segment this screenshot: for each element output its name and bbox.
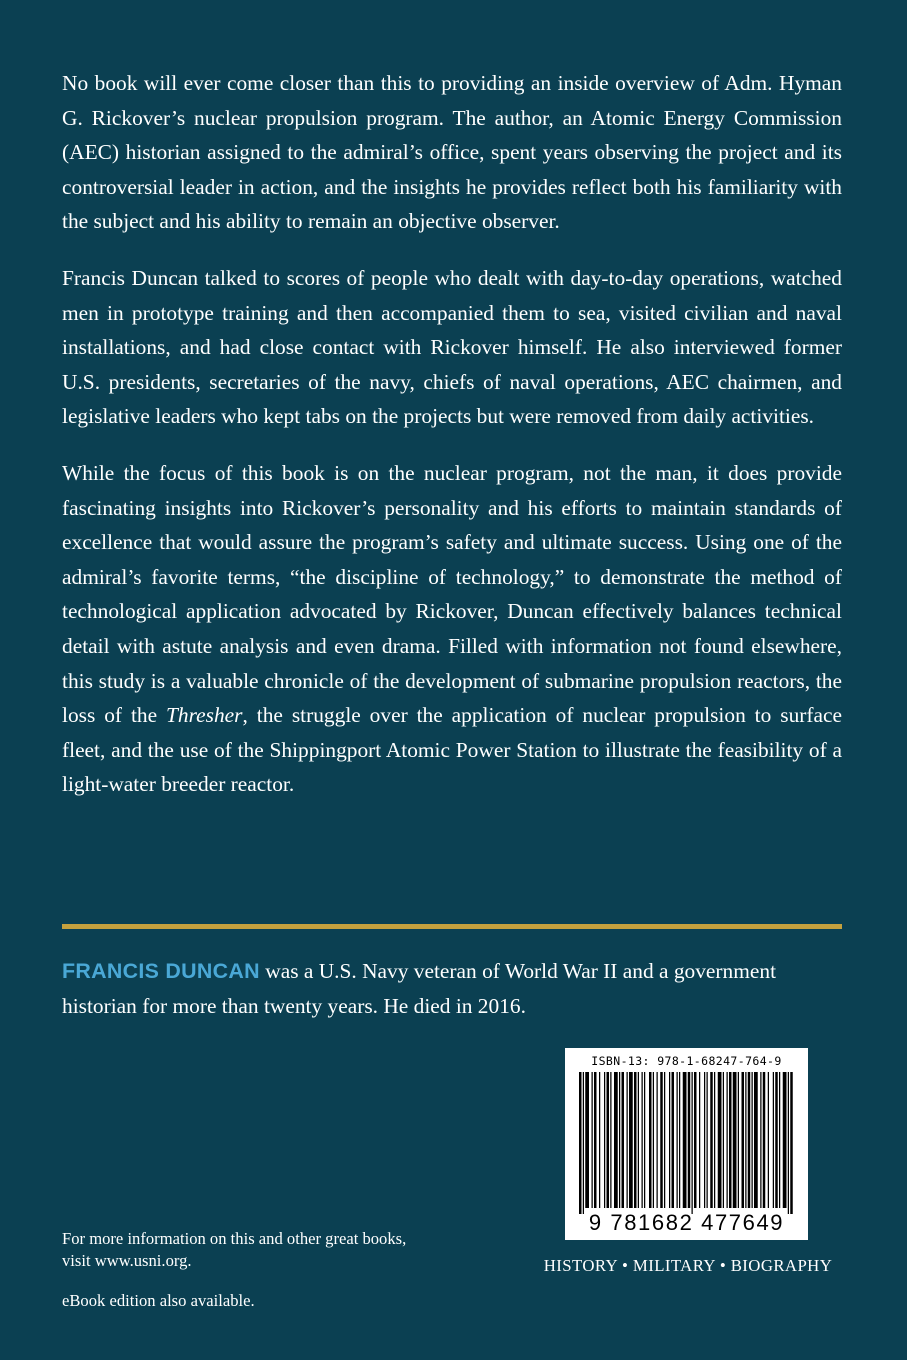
- barcode-bar: [694, 1072, 697, 1208]
- barcode-bar: [714, 1072, 715, 1208]
- barcode-bar: [642, 1072, 643, 1208]
- barcode-bar: [649, 1072, 652, 1208]
- description-paragraph-2: Francis Duncan talked to scores of people who dealt with day-to-day operations, watched men in prototype training and then accompanied them to sea, visited civilian and naval installations, and had close contact with Rickover himself. He also interviewed former U.S. presidents, secretaries of the navy, chiefs of naval operations, AEC chairmen, and legislative leaders who kept tabs on the projects but were removed from daily activities.: [62, 265, 842, 429]
- barcode-bar: [622, 1072, 625, 1208]
- barcode-bar: [707, 1072, 708, 1208]
- barcode-bar: [745, 1072, 746, 1208]
- barcode-bar: [672, 1072, 675, 1208]
- barcode-bar: [733, 1072, 737, 1208]
- description-paragraph-3: [62, 456, 842, 802]
- more-info-text: For more information on this and other great books, visit www.usni.org.: [62, 1229, 407, 1270]
- barcode-bar: [738, 1072, 739, 1208]
- barcode-bar: [788, 1072, 789, 1214]
- barcode-bar: [592, 1072, 593, 1208]
- barcode-bar: [683, 1072, 687, 1208]
- barcode-bar: [629, 1072, 633, 1208]
- barcode-bar: [669, 1072, 670, 1208]
- barcode-bar: [657, 1072, 658, 1208]
- category-tags: HISTORY • MILITARY • BIOGRAPHY: [543, 1256, 833, 1275]
- barcode-bar: [607, 1072, 610, 1208]
- barcode-bar: [627, 1072, 628, 1208]
- author-bio-text: was a U.S. Navy veteran of World War II and a government historian for more than twenty years. He died in 2016.: [62, 959, 777, 1018]
- barcode-bar: [594, 1072, 597, 1208]
- thresher-title: Thresher: [166, 703, 243, 728]
- barcode-bar: [599, 1072, 600, 1208]
- paragraph-3-text-before: While the focus of this book is on the nuclear program, not the man, it does provide fascinating insights into Rickover’s personality and his efforts to maintain standards of excellence that would assure the program’s safety and ultimate success. Using one of the admiral’s favorite terms, “the discipline of technology,” to demonstrate the method of technological application advocated by Rickover, Duncan effectively balances technical detail with astute analysis and even drama. Filled with information not found elsewhere, this study is a valuable chronicle of the development of submarine propulsion reactors, the loss of the: [62, 460, 842, 728]
- barcode-bar: [718, 1072, 722, 1208]
- barcode-bar: [754, 1072, 758, 1208]
- barcode-bar: [710, 1072, 713, 1208]
- barcode-bar: [723, 1072, 724, 1208]
- barcode-bar: [653, 1072, 654, 1208]
- barcode-bar: [752, 1072, 753, 1208]
- ean-digits: 9 781682 477649: [588, 1210, 785, 1235]
- barcode-bar: [729, 1072, 732, 1208]
- barcode-bar: [610, 1072, 611, 1208]
- barcode-bar: [773, 1072, 774, 1208]
- barcode-bar: [604, 1072, 605, 1208]
- barcode-bar: [704, 1072, 705, 1208]
- barcode-bar: [677, 1072, 678, 1208]
- barcode-bar: [585, 1072, 589, 1208]
- description-paragraph-1: No book will ever come closer than this to providing an inside overview of Adm. Hyman G. Rickover’s nuclear propulsion program. The author, an Atomic Energy Commission (AEC) historian assigned to the admiral’s office, spent years observing the project and its controversial leader in action, and the insights he provides reflect both his familiarity with the subject and his ability to remain an objective observer.: [62, 71, 842, 234]
- barcode-bar: [742, 1072, 745, 1208]
- ebook-note: eBook edition also available.: [62, 1291, 255, 1310]
- barcode-bar: [634, 1072, 637, 1208]
- barcode-bar: [783, 1072, 787, 1208]
- gold-divider: [62, 924, 842, 929]
- barcode-bar: [727, 1072, 728, 1208]
- author-bio: [62, 954, 852, 1023]
- barcode-bar: [763, 1072, 766, 1208]
- barcode-bar: [619, 1072, 620, 1208]
- barcode-bar: [579, 1072, 582, 1214]
- barcode-bar: [664, 1072, 665, 1208]
- barcode-bar: [699, 1072, 700, 1208]
- barcode-bar: [779, 1072, 780, 1208]
- isbn-barcode: [565, 1048, 808, 1240]
- barcode-bar: [644, 1072, 645, 1208]
- barcode-bar: [790, 1072, 793, 1214]
- isbn-label: ISBN-13: 978-1-68247-764-9: [591, 1054, 782, 1068]
- barcode-bar: [748, 1072, 751, 1208]
- barcode-bar: [692, 1072, 693, 1214]
- author-name: FRANCIS DUNCAN: [62, 959, 260, 983]
- barcode-bar: [638, 1072, 639, 1208]
- barcode-bar: [688, 1072, 691, 1208]
- barcode-bar: [660, 1072, 663, 1208]
- barcode-bar: [760, 1072, 761, 1208]
- barcode-bar: [679, 1072, 680, 1208]
- book-description: [62, 66, 842, 824]
- barcode-bar: [768, 1072, 769, 1208]
- barcode-bar: [614, 1072, 618, 1208]
- paragraph-3-text-after: , the struggle over the application of nuclear propulsion to surface fleet, and the use of the Shippingport Atomic Power Station to illustrate the feasibility of a light-water breeder reactor.: [62, 703, 843, 797]
- barcode-bar: [775, 1072, 778, 1208]
- barcode-bar: [583, 1072, 584, 1214]
